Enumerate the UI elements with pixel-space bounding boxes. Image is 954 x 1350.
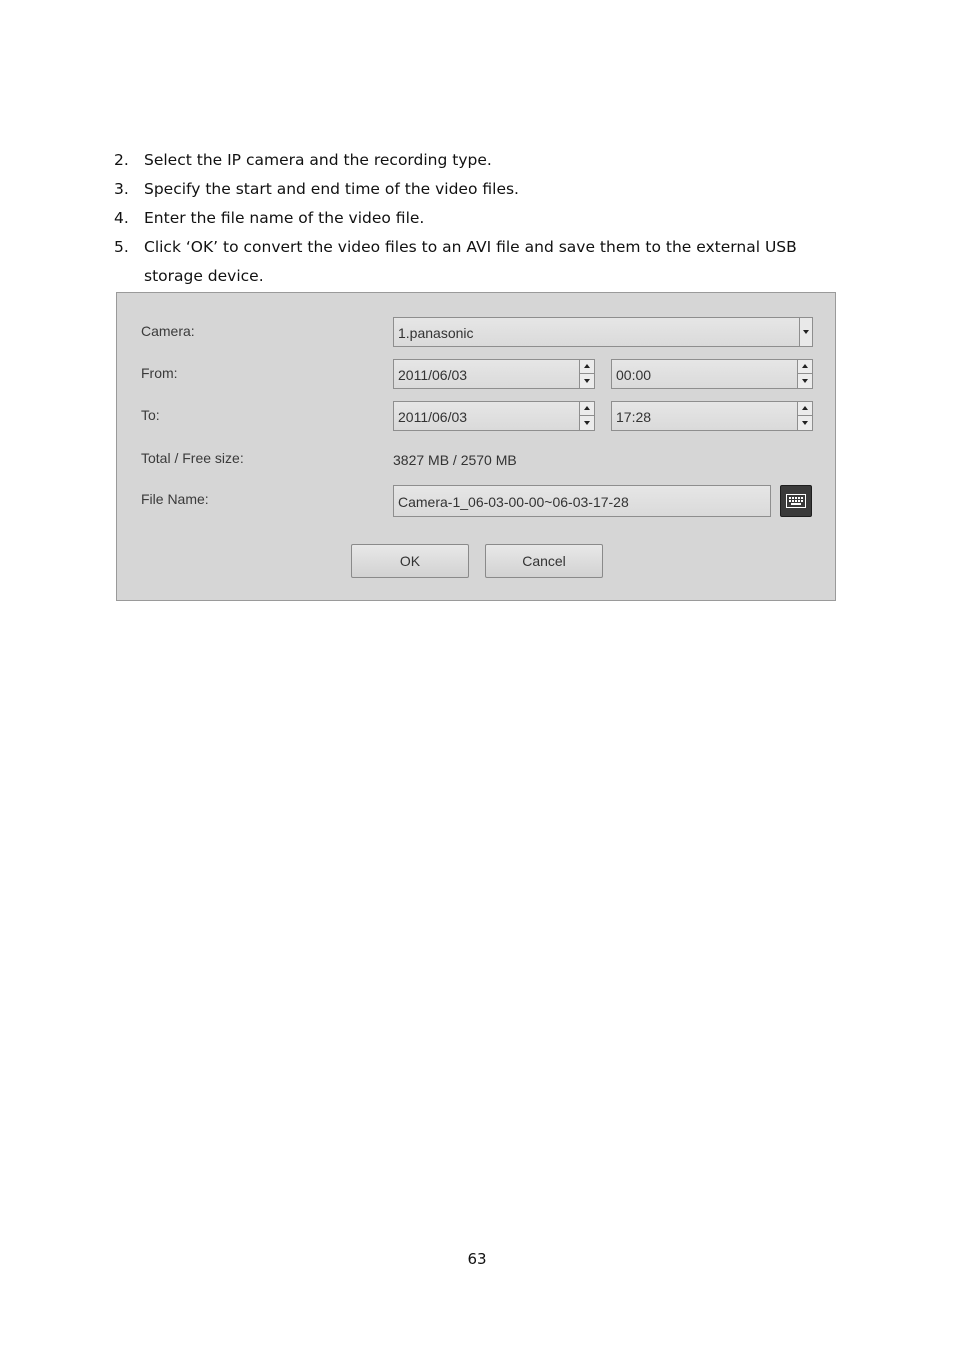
to-date-stepper[interactable] <box>579 402 594 430</box>
up-arrow-icon[interactable] <box>798 360 812 374</box>
step-number: 3. <box>114 180 129 198</box>
step-text: Select the IP camera and the recording type. <box>144 151 492 169</box>
list-item <box>114 146 844 175</box>
up-arrow-icon[interactable] <box>798 402 812 416</box>
from-date-field[interactable] <box>393 359 595 389</box>
step-text: Click ‘OK’ to convert the video files to an AVI file and save them to the external USB storage device. <box>144 238 797 285</box>
cancel-button[interactable]: Cancel <box>485 544 603 578</box>
up-arrow-icon[interactable] <box>580 402 594 416</box>
backup-dialog <box>116 292 836 601</box>
chevron-down-icon[interactable] <box>799 318 812 346</box>
step-text: Enter the file name of the video file. <box>144 209 425 227</box>
filename-input[interactable] <box>393 485 771 517</box>
page-number: 63 <box>467 1250 487 1268</box>
from-label: From: <box>141 365 178 381</box>
to-date-field[interactable] <box>393 401 595 431</box>
list-item <box>114 204 844 233</box>
ok-button[interactable]: OK <box>351 544 469 578</box>
to-label: To: <box>141 407 160 423</box>
filename-value: Camera-1_06-03-00-00~06-03-17-28 <box>398 494 629 510</box>
up-arrow-icon[interactable] <box>580 360 594 374</box>
from-date-stepper[interactable] <box>579 360 594 388</box>
to-date-value: 2011/06/03 <box>398 409 468 425</box>
down-arrow-icon[interactable] <box>580 416 594 430</box>
step-number: 4. <box>114 209 129 227</box>
to-time-field[interactable] <box>611 401 813 431</box>
size-label: Total / Free size: <box>141 450 244 466</box>
to-time-stepper[interactable] <box>797 402 812 430</box>
list-item <box>114 233 844 291</box>
from-time-stepper[interactable] <box>797 360 812 388</box>
from-time-value: 00:00 <box>616 367 652 383</box>
keyboard-icon[interactable] <box>780 485 812 517</box>
list-item <box>114 175 844 204</box>
camera-select-value: 1.panasonic <box>398 325 474 341</box>
down-arrow-icon[interactable] <box>798 416 812 430</box>
from-date-value: 2011/06/03 <box>398 367 468 383</box>
camera-select[interactable] <box>393 317 813 347</box>
to-time-value: 17:28 <box>616 409 652 425</box>
filename-label: File Name: <box>141 491 209 507</box>
down-arrow-icon[interactable] <box>798 374 812 388</box>
from-time-field[interactable] <box>611 359 813 389</box>
camera-label: Camera: <box>141 323 195 339</box>
step-number: 2. <box>114 151 129 169</box>
instruction-list <box>114 146 844 291</box>
down-arrow-icon[interactable] <box>580 374 594 388</box>
step-text: Specify the start and end time of the video files. <box>144 180 519 198</box>
step-number: 5. <box>114 238 129 256</box>
size-value: 3827 MB / 2570 MB <box>393 452 517 468</box>
